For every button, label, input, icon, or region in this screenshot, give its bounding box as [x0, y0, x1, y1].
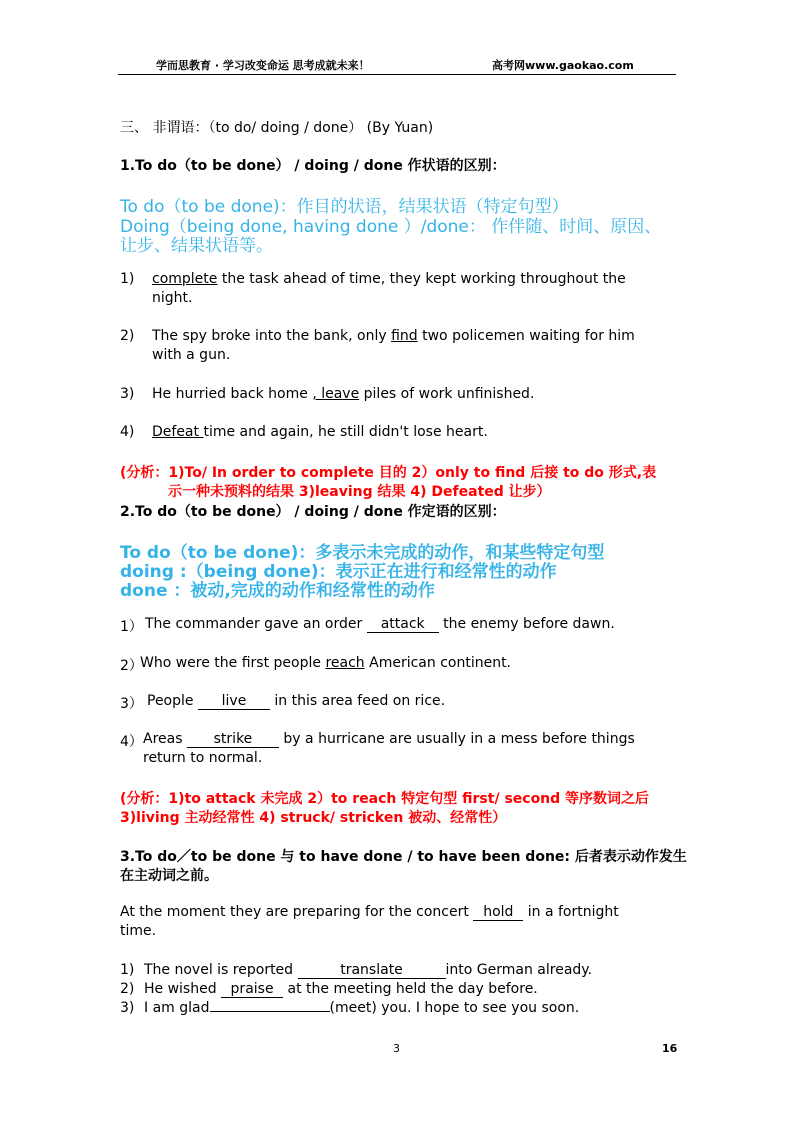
answer-blank: find [391, 328, 418, 344]
part2-rule-1: To do（to be done)：多表示未完成的动作，和某些特定句型 [120, 543, 605, 563]
part1-analysis-2: 示一种未预料的结果 3)leaving 结果 4) Defeated 让步） [168, 484, 551, 500]
item-number: 2) [120, 981, 135, 997]
item-number: 1) [120, 962, 135, 978]
item-number: 4) [120, 424, 135, 440]
item-text: the task ahead of time, they kept working throughout the [217, 271, 626, 287]
item-text: The novel is reported [144, 962, 298, 978]
item-number: 1） [120, 619, 143, 635]
item-number: 3） [120, 696, 143, 712]
answer-blank [210, 1011, 330, 1012]
item-text: I am glad [144, 1000, 210, 1016]
item-number: 4） [120, 734, 143, 750]
part2-analysis-2: 3)living 主动经常性 4) struck/ stricken 被动、经常性） [120, 810, 507, 826]
item-number: 1) [120, 271, 135, 287]
header-rule [118, 74, 676, 75]
item-text: At the moment they are preparing for the concert [120, 904, 474, 920]
part1-heading: 1.To do（to be done） / doing / done 作状语的区别： [120, 158, 506, 174]
item-text: time and again, he still didn't lose heart. [203, 424, 488, 440]
answer-blank: Defeat [152, 424, 204, 440]
item-text: by a hurricane are usually in a mess before things [278, 731, 635, 747]
item-number: 2） [120, 658, 143, 674]
header-site: 高考网www.gaokao.com [492, 59, 634, 72]
answer-blank: reach [325, 655, 365, 671]
answer-blank: , leave [312, 386, 360, 402]
item-text: American continent. [364, 655, 512, 671]
item-text: Who were the first people [140, 655, 326, 671]
answer-blank: attack [367, 617, 439, 633]
item-text: piles of work unfinished. [359, 386, 535, 402]
item-text: in this area feed on rice. [269, 693, 446, 709]
item-number: 2) [120, 328, 135, 344]
item-number: 3) [120, 386, 135, 402]
item-text: People [147, 693, 198, 709]
section-title: 三、 非谓语：（to do/ doing / done） (By Yuan) [120, 120, 434, 136]
item-text: The spy broke into the bank, only [152, 328, 392, 344]
answer-blank: praise [221, 982, 283, 998]
answer-blank: translate [298, 963, 446, 979]
item-text: two policemen waiting for him [417, 328, 635, 344]
page-total: 16 [662, 1042, 678, 1055]
part2-rule-2: doing :（being done)：表示正在进行和经常性的动作 [120, 562, 557, 582]
item-continuation: with a gun. [152, 347, 231, 363]
item-continuation: night. [152, 290, 193, 306]
header-slogan: 学而思教育 · 学习改变命运 思考成就未来！ [156, 59, 370, 72]
part2-analysis-1: (分析：1)to attack 未完成 2）to reach 特定句型 first/ second 等序数词之后 [120, 791, 650, 807]
answer-blank: hold [473, 905, 523, 921]
part2-heading: 2.To do（to be done） / doing / done 作定语的区别： [120, 504, 506, 520]
item-continuation: return to normal. [143, 750, 263, 766]
part1-rule-3: 让步、结果状语等。 [120, 236, 273, 256]
part1-rule-2: Doing（being done, having done ）/done： 作伴随、时间、原因、 [120, 217, 662, 237]
item-text: into German already. [445, 962, 593, 978]
part1-analysis-1: (分析：1)To/ In order to complete 目的 2）only to find 后接 to do 形式,表 [120, 465, 657, 481]
item-continuation: time. [120, 923, 157, 939]
item-text: the enemy before dawn. [438, 616, 615, 632]
part3-heading-1: 3.To do／to be done 与 to have done / to have been done: 后者表示动作发生 [120, 849, 687, 865]
answer-blank: complete [152, 271, 218, 287]
item-text: He hurried back home [152, 386, 313, 402]
answer-blank: strike [187, 732, 279, 748]
item-text: (meet) you. I hope to see you soon. [329, 1000, 580, 1016]
item-text: He wished [144, 981, 222, 997]
item-text: at the meeting held the day before. [283, 981, 538, 997]
item-text: in a fortnight [523, 904, 619, 920]
item-text: The commander gave an order [145, 616, 367, 632]
part1-rule-1: To do（to be done)：作目的状语，结果状语（特定句型） [120, 197, 569, 217]
item-text: Areas [143, 731, 187, 747]
part3-heading-2: 在主动词之前。 [120, 868, 218, 884]
item-number: 3) [120, 1000, 135, 1016]
part2-rule-3: done ：被动,完成的动作和经常性的动作 [120, 581, 435, 601]
answer-blank: live [198, 694, 270, 710]
page-number: 3 [393, 1042, 400, 1055]
